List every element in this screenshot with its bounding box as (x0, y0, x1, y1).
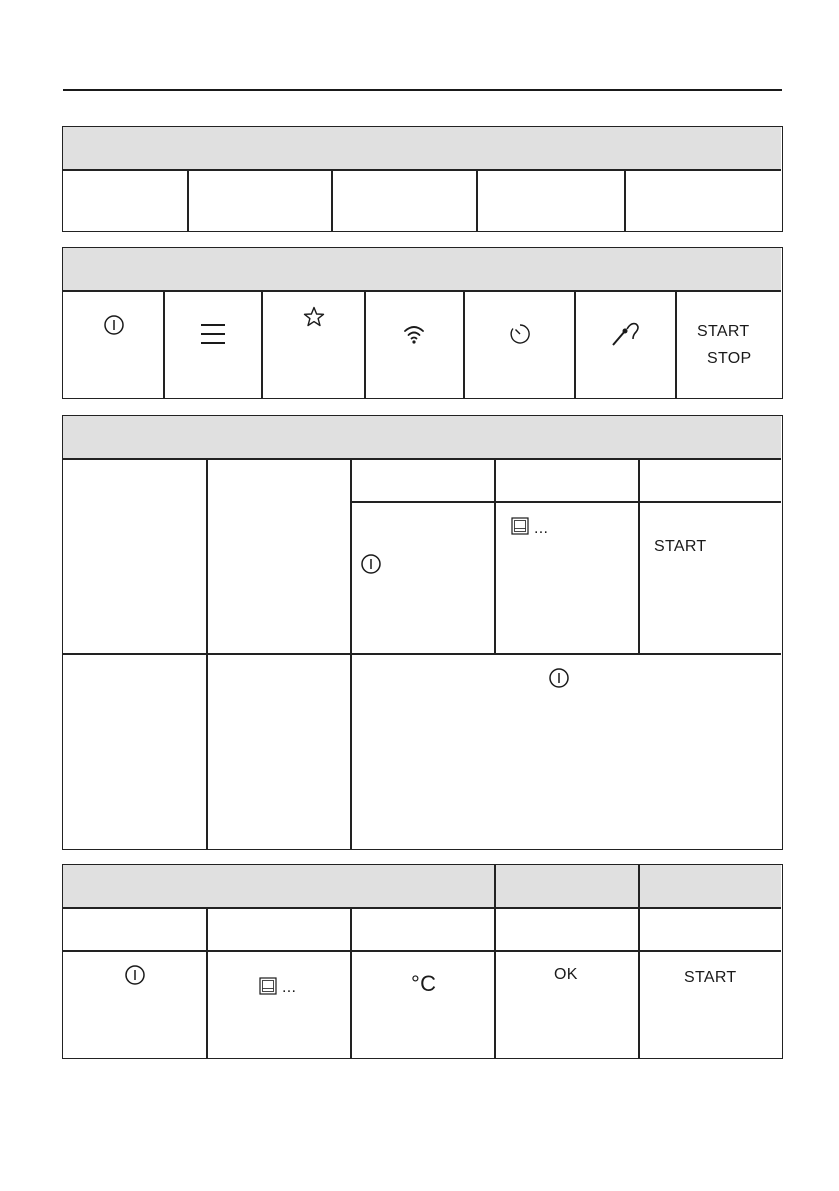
menu-icon[interactable] (201, 323, 225, 345)
divider (364, 291, 366, 398)
power-icon (360, 553, 382, 575)
start-text: START (684, 969, 737, 986)
divider (574, 291, 576, 398)
table-1-header (63, 127, 781, 169)
table-4 (62, 864, 783, 1059)
table-3 (62, 415, 783, 850)
wifi-icon[interactable] (403, 324, 425, 344)
divider (351, 501, 781, 503)
table-4-header (63, 865, 781, 907)
divider (476, 170, 478, 231)
divider (63, 169, 781, 171)
timer-icon[interactable] (509, 323, 531, 345)
star-icon[interactable] (303, 306, 325, 328)
divider (638, 459, 640, 653)
table-1 (62, 126, 783, 232)
divider (624, 170, 626, 231)
table-3-header (63, 416, 781, 458)
divider (187, 170, 189, 231)
oven-icon (511, 517, 529, 535)
divider (63, 290, 781, 292)
meat-probe-icon[interactable] (611, 321, 641, 347)
divider (494, 865, 496, 1058)
start-label[interactable]: START (697, 323, 750, 340)
celsius-icon: °C (411, 971, 437, 996)
ok-text: OK (554, 966, 578, 983)
ellipsis-text: ... (534, 520, 549, 537)
divider (331, 170, 333, 231)
divider (63, 653, 781, 655)
divider (163, 291, 165, 398)
ellipsis-text: ... (282, 979, 297, 996)
top-rule (63, 89, 782, 91)
divider (63, 907, 781, 909)
divider (206, 908, 208, 1058)
power-icon (124, 964, 146, 986)
table-2-header (63, 248, 781, 290)
divider (675, 291, 677, 398)
power-icon (548, 667, 570, 689)
start-text: START (654, 538, 707, 555)
divider (350, 908, 352, 1058)
divider (494, 459, 496, 653)
table-2 (62, 247, 783, 399)
divider (638, 865, 640, 1058)
oven-icon (259, 977, 277, 995)
divider (261, 291, 263, 398)
power-icon[interactable] (103, 314, 125, 336)
divider (63, 950, 781, 952)
divider (463, 291, 465, 398)
divider (63, 458, 781, 460)
stop-label[interactable]: STOP (707, 350, 752, 367)
